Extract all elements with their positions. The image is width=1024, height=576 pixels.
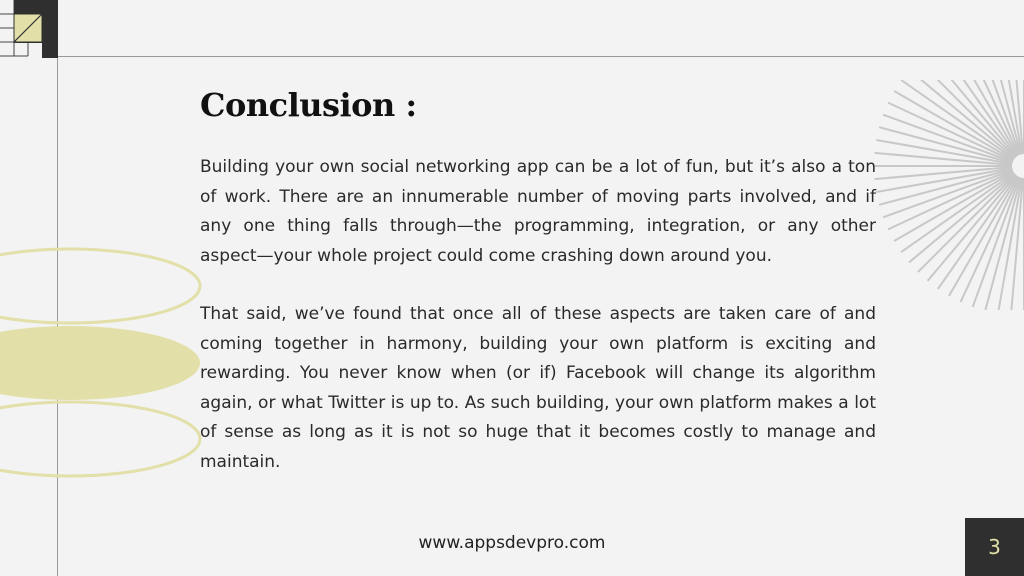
- conclusion-paragraph-1: Building your own social networking app can be a lot of fun, but it’s also a ton of work. There are an innumerable number of moving parts involved, and if any one thing falls through—the programming, integration, or any other aspect—your whole project could come crashing down around you.: [200, 157, 876, 266]
- sunburst-ray: [918, 174, 1016, 272]
- page-number: 3: [988, 535, 1001, 559]
- page-number-box: [965, 518, 1024, 576]
- slide-title: Conclusion :: [200, 86, 417, 124]
- sunburst-decoration: [870, 80, 1024, 310]
- conclusion-paragraph-2: That said, we’ve found that once all of these aspects are taken care of and coming together in harmony, building your own platform is exciting and rewarding. You never know when (or if) Facebook will change its algorithm again, or what Twitter is up to. As such building, your own platform makes a lot of sense as long as it is not so huge that it becomes costly to manage and maintain.: [200, 304, 876, 472]
- ellipse-decoration: [0, 240, 210, 490]
- grid-corner-icon: [0, 0, 58, 58]
- footer-website[interactable]: www.appsdevpro.com: [418, 533, 606, 553]
- top-divider-line: [57, 56, 1024, 57]
